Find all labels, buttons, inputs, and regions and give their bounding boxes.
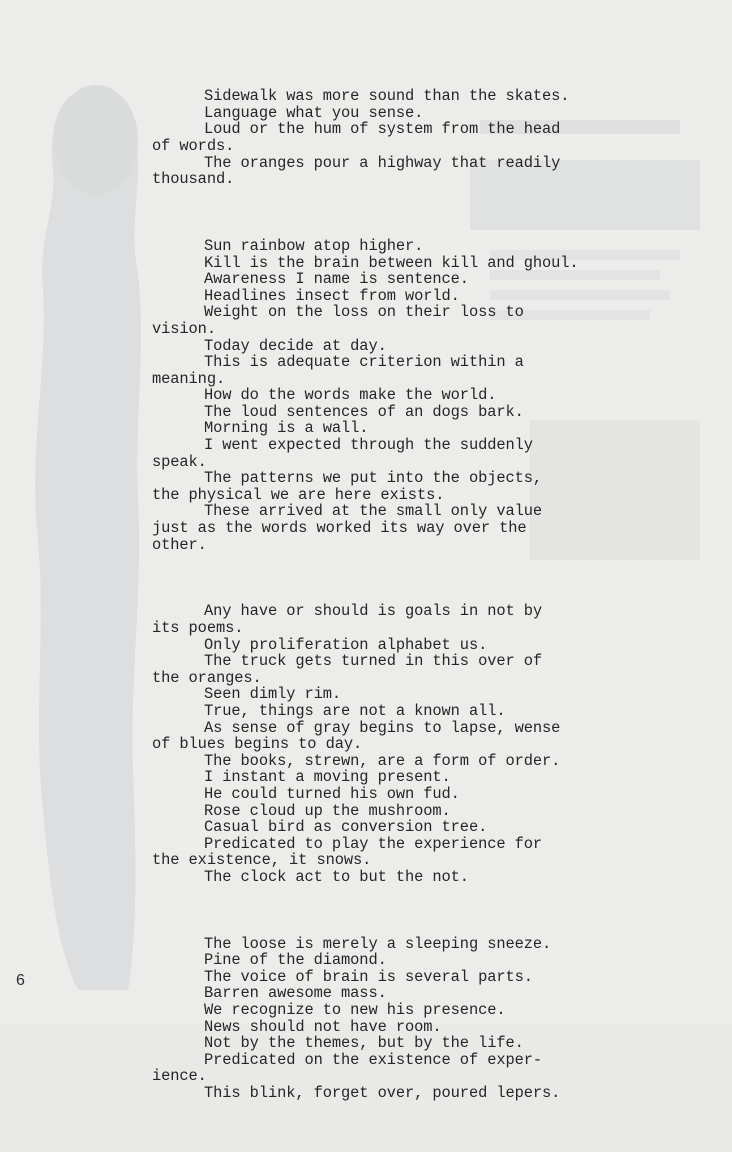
- poem-line: I went expected through the suddenly: [204, 436, 533, 455]
- poem-line: The books, strewn, are a form of order.: [204, 751, 561, 770]
- poem-line: Predicated to play the experience for: [204, 834, 543, 853]
- poem-line: the existence, it snows.: [152, 851, 372, 870]
- poem-line: speak.: [152, 452, 207, 471]
- poem-line: This blink, forget over, poured lepers.: [204, 1084, 561, 1103]
- poem-line: The voice of brain is several parts.: [204, 967, 533, 986]
- poem-line: The loud sentences of an dogs bark.: [204, 402, 524, 421]
- show-through-figure-image: [18, 70, 168, 1000]
- poem-line: The patterns we put into the objects,: [204, 469, 543, 488]
- poem-text: [152, 55, 622, 1152]
- poem-line: Sun rainbow atop higher.: [204, 236, 424, 255]
- poem-line: Loud or the hum of system from the head: [204, 120, 561, 139]
- poem-line: This is adequate criterion within a: [204, 353, 524, 372]
- poem-line: Awareness I name is sentence.: [204, 270, 469, 289]
- poem-line: vision.: [152, 319, 216, 338]
- poem-line: its poems.: [152, 619, 244, 637]
- poem-line: Language what you sense.: [204, 103, 424, 122]
- poem-line: He could turned his own fud.: [204, 784, 460, 803]
- stanza: [152, 603, 622, 885]
- poem-line: We recognize to new his presence.: [204, 1001, 506, 1020]
- poem-line: Barren awesome mass.: [204, 984, 387, 1003]
- stanza: [152, 238, 622, 553]
- poem-line: Any have or should is goals in not by: [204, 602, 543, 621]
- poem-line: The truck gets turned in this over of: [204, 652, 543, 671]
- poem-line: Sidewalk was more sound than the skates.: [204, 87, 570, 106]
- poem-line: meaning.: [152, 369, 226, 388]
- poem-line: ience.: [152, 1067, 207, 1086]
- poem-line: True, things are not a known all.: [204, 701, 506, 720]
- poem-line: thousand.: [152, 170, 235, 189]
- poem-line: Morning is a wall.: [204, 419, 369, 438]
- poem-line: of blues begins to day.: [152, 735, 363, 754]
- poem-line: Predicated on the existence of exper-: [204, 1050, 543, 1069]
- stanza: [152, 936, 622, 1102]
- poem-line: the oranges.: [152, 668, 262, 687]
- poem-line: Weight on the loss on their loss to: [204, 303, 524, 322]
- page-number: 6: [16, 972, 25, 989]
- poem-line: Pine of the diamond.: [204, 951, 387, 970]
- poem-line: As sense of gray begins to lapse, wense: [204, 718, 561, 737]
- poem-line: These arrived at the small only value: [204, 502, 543, 521]
- poem-line: Seen dimly rim.: [204, 685, 342, 704]
- poem-line: How do the words make the world.: [204, 386, 497, 405]
- poem-line: of words.: [152, 136, 235, 155]
- poem-line: Headlines insect from world.: [204, 286, 460, 305]
- poem-line: Not by the themes, but by the life.: [204, 1034, 524, 1053]
- poem-line: The oranges pour a highway that readily: [204, 153, 561, 172]
- poem-line: The loose is merely a sleeping sneeze.: [204, 934, 552, 953]
- poem-line: Rose cloud up the mushroom.: [204, 801, 451, 820]
- poem-line: Kill is the brain between kill and ghoul.: [204, 253, 579, 272]
- stanza: [152, 88, 622, 188]
- poem-line: just as the words worked its way over the: [152, 519, 527, 538]
- poem-line: Today decide at day.: [204, 336, 387, 355]
- poem-line: The clock act to but the not.: [204, 867, 469, 886]
- poem-line: I instant a moving present.: [204, 768, 451, 787]
- poem-line: News should not have room.: [204, 1017, 442, 1036]
- poem-line: the physical we are here exists.: [152, 485, 445, 504]
- poem-line: Casual bird as conversion tree.: [204, 818, 488, 837]
- poem-line: Only proliferation alphabet us.: [204, 635, 488, 654]
- poem-line: other.: [152, 535, 207, 554]
